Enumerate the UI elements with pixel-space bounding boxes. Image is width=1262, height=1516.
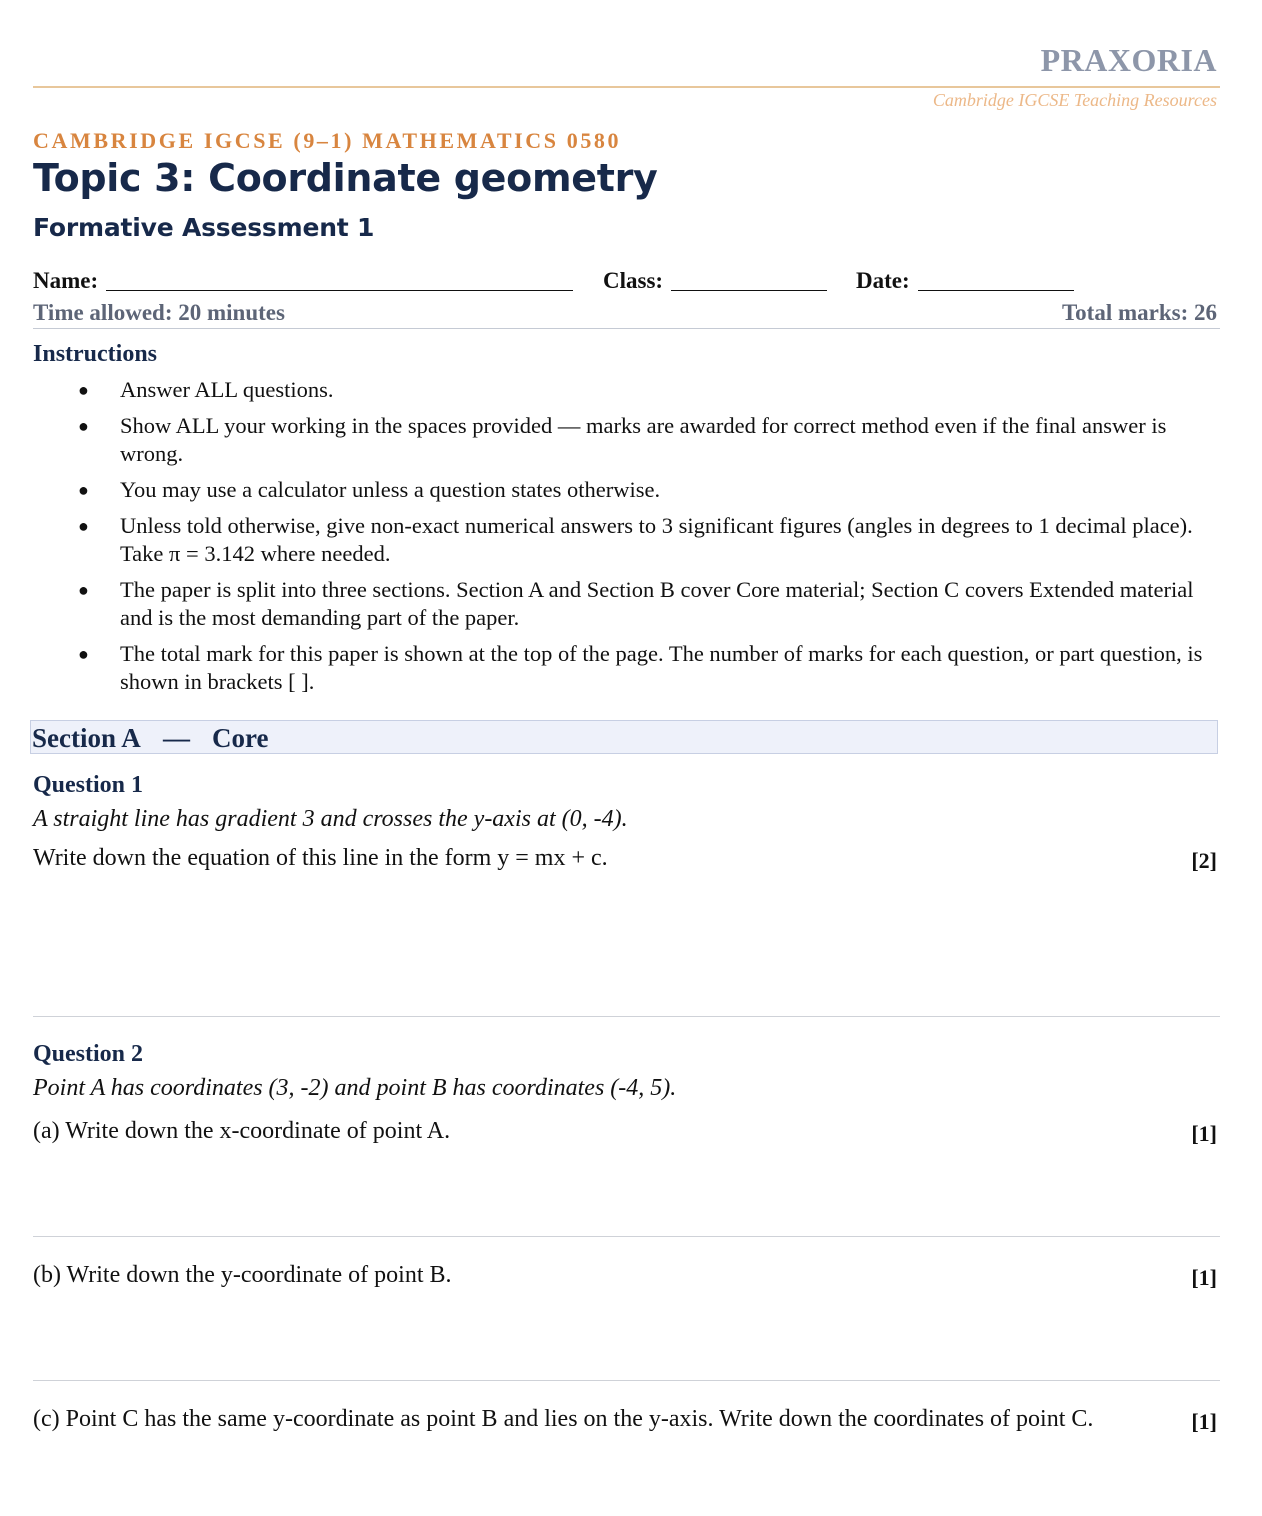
date-label: Date: [856,268,910,293]
total-marks: Total marks: 26 [1061,300,1217,325]
question-2b-text: (b) Write down the y-coordinate of point B. [33,1262,452,1288]
brand-divider [33,86,1220,88]
bullet-icon: ● [78,380,89,400]
class-label: Class: [603,268,664,293]
question-2-stem: Point A has coordinates (3, -2) and point B has coordinates (-4, 5). [33,1075,677,1101]
page-title: Topic 3: Coordinate geometry [33,156,658,200]
meta-divider [33,328,1220,329]
class-field[interactable] [671,266,827,297]
bullet-icon: ● [78,580,89,600]
page-subtitle: Formative Assessment 1 [33,213,375,242]
answer-space-divider [33,1380,1220,1381]
instruction-item: ● Show ALL your working in the spaces provided — marks are awarded for correct method even if the final answer is wrong. [78,413,1167,466]
bullet-icon: ● [78,480,89,500]
section-a-header [30,720,1218,754]
date-field[interactable] [918,266,1074,297]
instructions-heading: Instructions [33,341,158,367]
brand-name: PRAXORIA [1040,42,1217,78]
name-field[interactable] [106,266,573,297]
answer-space-divider [33,1236,1220,1237]
time-allowed: Time allowed: 20 minutes [33,300,285,325]
section-dash: — [163,723,190,753]
question-1-text: Write down the equation of this line in the form y = mx + c. [33,845,608,871]
question-1-stem: A straight line has gradient 3 and crosses the y-axis at (0, -4). [33,806,628,832]
bullet-icon: ● [78,516,89,536]
question-2a-marks: [1] [1191,1121,1217,1146]
instruction-item: ● You may use a calculator unless a question states otherwise. [78,477,661,502]
course-label: CAMBRIDGE IGCSE (9–1) MATHEMATICS 0580 [33,128,622,153]
question-2-heading: Question 2 [33,1041,144,1067]
question-2c-marks: [1] [1191,1409,1217,1434]
instruction-item: ● The paper is split into three sections. Section A and Section B cover Core material; Section C covers Extended material and is the most demanding part of the paper. [78,577,1194,630]
instruction-item: ● The total mark for this paper is shown at the top of the page. The number of marks for each question, or part question, is shown in brackets [ ]. [78,641,1203,694]
question-2c-text: (c) Point C has the same y-coordinate as point B and lies on the y-axis. Write down the coordinates of point C. [33,1406,1094,1432]
instruction-item: ● Answer ALL questions. [78,377,334,402]
question-2a-text: (a) Write down the x-coordinate of point A. [33,1118,451,1144]
brand-tagline: Cambridge IGCSE Teaching Resources [932,90,1217,110]
question-1-marks: [2] [1191,848,1217,873]
instruction-item: ● Unless told otherwise, give non-exact numerical answers to 3 significant figures (angles in degrees to 1 decimal place). Take π = 3.142 where needed. [78,513,1193,566]
question-1-heading: Question 1 [33,772,144,798]
section-name: Core [212,723,269,753]
section-label: Section A [32,723,141,753]
question-2b-marks: [1] [1191,1265,1217,1290]
bullet-icon: ● [78,644,89,664]
name-label: Name: [33,268,99,293]
instructions-list [33,376,1220,704]
answer-space-divider [33,1016,1220,1017]
bullet-icon: ● [78,416,89,436]
